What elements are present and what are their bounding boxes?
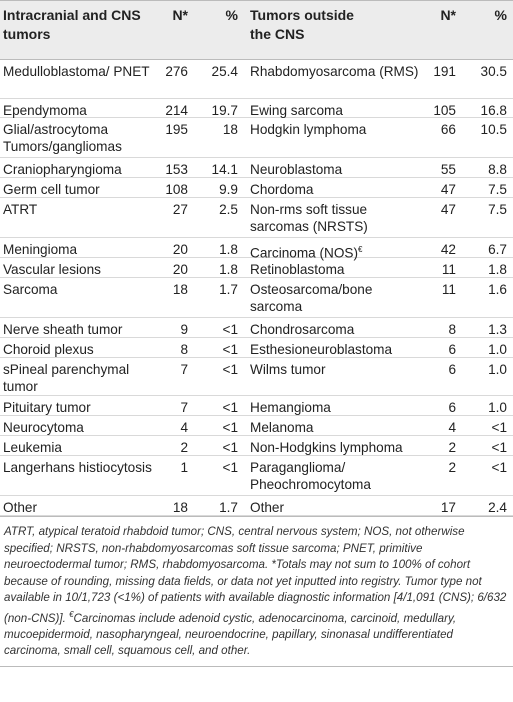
noncns-tumor-count [420,321,456,338]
cns-tumor-name [3,419,153,436]
table-row [0,396,513,416]
cns-tumor-count-text: 108 [165,182,188,197]
noncns-tumor-percent [463,361,507,378]
cns-tumor-name-text: Other [3,500,37,515]
noncns-tumor-name-text: Rhabdomyosarcoma (RMS) [250,64,419,79]
noncns-tumor-count-text: 42 [440,242,456,257]
noncns-tumor-percent-text: 1.0 [488,400,507,415]
cns-tumor-count-text: 8 [180,342,188,357]
cns-tumor-percent [196,439,238,456]
cns-tumor-count [148,419,188,436]
noncns-tumor-percent-text: 6.7 [488,242,507,257]
cns-tumor-percent-text: <1 [222,362,238,377]
cns-tumor-percent-text: 1.8 [219,262,238,277]
cns-tumor-count [148,341,188,358]
noncns-tumor-count [420,261,456,278]
table-row [0,496,513,516]
noncns-tumor-percent-text: <1 [491,420,507,435]
cns-tumor-name [3,181,153,198]
cns-tumor-percent-text: 14.1 [211,162,238,177]
cns-tumor-name-text: ATRT [3,202,38,217]
cns-tumor-name [3,261,153,278]
cns-tumor-count [148,121,188,138]
noncns-tumor-name [250,261,420,278]
noncns-tumor-name [250,102,420,119]
cns-tumor-percent [196,499,238,516]
table-row [0,318,513,338]
cns-tumor-name [3,281,153,298]
cns-tumor-percent [196,281,238,298]
noncns-tumor-name-text: Other [250,500,284,515]
cns-tumor-name [3,499,153,516]
cns-tumor-name-text: Sarcoma [3,282,58,297]
cns-tumor-count [148,63,188,80]
noncns-tumor-percent-text: <1 [491,440,507,455]
noncns-tumor-count-text: 191 [433,64,456,79]
cns-tumor-percent-text: 9.9 [219,182,238,197]
cns-tumor-percent-text: <1 [222,400,238,415]
noncns-tumor-name-text: Osteosarcoma/bone sarcoma [250,282,373,314]
cns-tumor-count-text: 276 [165,64,188,79]
cns-tumor-name [3,102,153,119]
cns-tumor-name [3,201,153,218]
cns-tumor-count-text: 4 [180,420,188,435]
cns-tumor-count [148,261,188,278]
cns-tumor-count [148,361,188,378]
cns-tumor-name-text: Leukemia [3,440,62,455]
noncns-tumor-count [420,201,456,218]
noncns-tumor-name-text: Hodgkin lymphoma [250,122,367,137]
noncns-tumor-name-text: Wilms tumor [250,362,326,377]
footnote-text: ATRT, atypical teratoid rhabdoid tumor; CNS, central nervous system; NOS, not otherwise specified; NRSTS, non-rhabdomyosarcomas soft tissue sarcoma; PNET, primitive neuroectodermal tumor; RMS, rhabdomyosarcoma. *Totals may not sum to 100% of cohort because of rounding, missing data fields, or data not yet inputted into registry. Tumor type not available in 10/1,723 (<1%) of patients with available diagnostic information [4/1,091 (CNS); 6/632 (non-CNS)]. [4,525,507,625]
cns-tumor-percent [196,63,238,80]
table-row [0,436,513,456]
noncns-tumor-count [420,63,456,80]
cns-tumor-name [3,439,153,456]
noncns-tumor-percent-text: 8.8 [488,162,507,177]
noncns-tumor-count-text: 66 [440,122,456,137]
noncns-tumor-percent [463,281,507,298]
cns-tumor-percent-text: 1.7 [219,500,238,515]
cns-tumor-name-text: Pituitary tumor [3,400,91,415]
noncns-tumor-name [250,459,420,493]
noncns-tumor-percent [463,241,507,258]
cns-tumor-count-text: 20 [172,242,188,257]
cns-tumor-percent-text: <1 [222,460,238,475]
header-intracranial: Intracranial and CNS tumors [3,7,141,42]
noncns-tumor-percent [463,341,507,358]
noncns-tumor-name [250,181,420,198]
cns-tumor-name [3,459,153,476]
cns-tumor-name-text: Neurocytoma [3,420,84,435]
header-left-n: N* [172,7,188,23]
cns-tumor-count-text: 20 [172,262,188,277]
table-row [0,178,513,198]
noncns-tumor-percent [463,63,507,80]
noncns-tumor-count [420,102,456,119]
cns-tumor-percent-text: <1 [222,342,238,357]
cns-tumor-count-text: 1 [180,460,188,475]
cns-tumor-percent-text: 19.7 [211,103,238,118]
cns-tumor-percent-text: 1.7 [219,282,238,297]
cns-tumor-count-text: 195 [165,122,188,137]
noncns-tumor-count [420,181,456,198]
cns-tumor-count [148,181,188,198]
cns-tumor-percent-text: <1 [222,440,238,455]
noncns-tumor-count-text: 6 [448,400,456,415]
noncns-tumor-count-text: 17 [440,500,456,515]
noncns-tumor-count [420,399,456,416]
noncns-tumor-name [250,161,420,178]
noncns-tumor-name [250,63,420,80]
noncns-tumor-count [420,241,456,258]
cns-tumor-name-text: Langerhans histiocytosis [3,460,152,475]
table-row [0,358,513,396]
noncns-tumor-name-text: Hemangioma [250,400,331,415]
noncns-tumor-percent [463,261,507,278]
cns-tumor-name-text: Choroid plexus [3,342,94,357]
noncns-tumor-count-text: 11 [441,282,456,297]
noncns-tumor-percent [463,161,507,178]
cns-tumor-name-text: Medulloblastoma/ PNET [3,64,150,79]
cns-tumor-percent-text: 1.8 [219,242,238,257]
noncns-tumor-count-text: 47 [440,202,456,217]
noncns-tumor-name [250,499,420,516]
cns-tumor-count-text: 27 [172,202,188,217]
noncns-tumor-count-text: 8 [448,322,456,337]
table-row [0,238,513,261]
cns-tumor-name [3,321,153,338]
footnote-tail: Carcinomas include adenoid cystic, adenocarcinoma, carcinoid, medullary, mucoepidermoid, nasopharyngeal, neuroendocrine, papillary, sinonasal undifferentiated carcinoma, small cell, squamous cell, and other. [4,611,457,658]
cns-tumor-percent [196,341,238,358]
noncns-tumor-name-text: Ewing sarcoma [250,103,343,118]
cns-tumor-name [3,241,153,258]
cns-tumor-name-text: Ependymoma [3,103,87,118]
cns-tumor-count [148,439,188,456]
noncns-tumor-count [420,341,456,358]
table-row [0,198,513,238]
noncns-tumor-name [250,201,420,235]
noncns-tumor-name [250,361,420,378]
noncns-tumor-percent [463,419,507,436]
cns-tumor-percent [196,161,238,178]
cns-tumor-name [3,361,153,395]
noncns-tumor-count-text: 4 [448,420,456,435]
noncns-tumor-percent-text: 30.5 [480,64,507,79]
noncns-tumor-percent [463,121,507,138]
cns-tumor-count [148,281,188,298]
cns-tumor-name-text: Craniopharyngioma [3,162,122,177]
cns-tumor-count [148,321,188,338]
cns-tumor-count-text: 7 [180,362,188,377]
cns-tumor-name [3,399,153,416]
cns-tumor-percent-text: <1 [222,322,238,337]
footnote-symbol: € [69,609,74,619]
noncns-tumor-percent-text: 7.5 [488,182,507,197]
noncns-tumor-percent [463,399,507,416]
noncns-tumor-count [420,281,456,298]
noncns-tumor-name [250,321,420,338]
noncns-tumor-count-text: 105 [433,103,456,118]
cns-tumor-percent [196,261,238,278]
noncns-tumor-percent [463,102,507,119]
cns-tumor-name-text: Vascular lesions [3,262,101,277]
cns-tumor-name-text: sPineal parenchymal tumor [3,362,130,394]
noncns-tumor-name-text: Chordoma [250,182,314,197]
cns-tumor-count [148,241,188,258]
noncns-tumor-percent [463,459,507,476]
table-row [0,118,513,158]
cns-tumor-name [3,161,153,178]
noncns-tumor-percent [463,181,507,198]
noncns-tumor-count-text: 2 [448,440,456,455]
noncns-tumor-percent-text: 1.8 [488,262,507,277]
table-row [0,338,513,358]
noncns-tumor-percent [463,439,507,456]
noncns-tumor-percent-text: 2.4 [488,500,507,515]
noncns-tumor-count [420,361,456,378]
noncns-tumor-percent-text: 1.3 [488,322,507,337]
noncns-tumor-name [250,419,420,436]
table-row [0,158,513,178]
noncns-tumor-percent-text: 16.8 [480,103,507,118]
noncns-tumor-count [420,459,456,476]
cns-tumor-name-text: Glial/astrocytoma Tumors/gangliomas [3,122,122,154]
cns-tumor-count-text: 18 [172,500,188,515]
cns-tumor-name [3,341,153,358]
table-row [0,99,513,118]
cns-tumor-percent [196,459,238,476]
cns-tumor-count [148,459,188,476]
table-body [0,60,513,516]
table-header [0,0,513,60]
noncns-tumor-count-text: 47 [440,182,456,197]
cns-tumor-percent-text: 25.4 [211,64,238,79]
noncns-tumor-count-text: 6 [448,342,456,357]
header-left-pct: % [225,7,238,23]
cns-tumor-percent [196,419,238,436]
noncns-tumor-name [250,281,420,315]
cns-tumor-count-text: 2 [180,440,188,455]
noncns-tumor-name [250,341,420,358]
noncns-tumor-percent [463,499,507,516]
cns-tumor-count [148,399,188,416]
cns-tumor-count-text: 7 [180,400,188,415]
cns-tumor-percent [196,181,238,198]
noncns-tumor-name-text: Non-rms soft tissue sarcomas (NRSTS) [250,202,368,234]
cns-tumor-name-text: Meningioma [3,242,78,257]
noncns-tumor-percent-text: 7.5 [488,202,507,217]
header-right-n: N* [440,7,456,23]
noncns-tumor-count-text: 2 [448,460,456,475]
noncns-tumor-count [420,439,456,456]
noncns-tumor-name-text: Chondrosarcoma [250,322,355,337]
carcinoma-footnote-symbol: € [358,245,363,254]
cns-tumor-percent-text: <1 [222,420,238,435]
noncns-tumor-count [420,121,456,138]
cns-tumor-percent [196,121,238,138]
cns-tumor-percent-text: 18 [222,122,238,137]
noncns-tumor-name-text: Melanoma [250,420,314,435]
cns-tumor-percent [196,241,238,258]
table-row [0,456,513,496]
cns-tumor-name [3,121,153,155]
noncns-tumor-count [420,161,456,178]
cns-tumor-count-text: 18 [172,282,188,297]
noncns-tumor-name [250,439,420,456]
cns-tumor-count-text: 153 [165,162,188,177]
noncns-tumor-count [420,419,456,436]
noncns-tumor-count-text: 11 [441,262,456,277]
cns-tumor-count [148,161,188,178]
noncns-tumor-count-text: 55 [440,162,456,177]
cns-tumor-count-text: 9 [180,322,188,337]
cns-tumor-percent [196,321,238,338]
cns-tumor-percent-text: 2.5 [219,202,238,217]
table-row [0,258,513,278]
cns-tumor-percent [196,399,238,416]
header-outside-cns: Tumors outside the CNS [250,7,354,42]
table-row [0,278,513,318]
noncns-tumor-percent-text: 1.0 [488,342,507,357]
header-right-pct: % [494,7,507,23]
noncns-tumor-name-text: Paraganglioma/ Pheochromocytoma [250,460,371,492]
table-row [0,416,513,436]
noncns-tumor-percent [463,201,507,218]
cns-tumor-percent [196,102,238,119]
noncns-tumor-percent-text: 1.6 [488,282,507,297]
noncns-tumor-name [250,121,420,138]
noncns-tumor-count-text: 6 [448,362,456,377]
cns-tumor-name-text: Nerve sheath tumor [3,322,123,337]
table-footnote [0,516,513,667]
noncns-tumor-name-text: Carcinoma (NOS) [250,245,359,261]
noncns-tumor-name-text: Esthesioneuroblastoma [250,342,393,357]
cns-tumor-count [148,499,188,516]
noncns-tumor-name-text: Retinoblastoma [250,262,345,277]
cns-tumor-name-text: Germ cell tumor [3,182,100,197]
noncns-tumor-name-text: Non-Hodgkins lymphoma [250,440,403,455]
noncns-tumor-name [250,399,420,416]
cns-tumor-count [148,102,188,119]
cns-tumor-count-text: 214 [165,103,188,118]
cns-tumor-name [3,63,153,80]
noncns-tumor-name-text: Neuroblastoma [250,162,343,177]
noncns-tumor-count [420,499,456,516]
table-row [0,60,513,99]
cns-tumor-percent [196,201,238,218]
noncns-tumor-percent [463,321,507,338]
cns-tumor-percent [196,361,238,378]
noncns-tumor-percent-text: <1 [491,460,507,475]
cns-tumor-count [148,201,188,218]
noncns-tumor-percent-text: 10.5 [480,122,507,137]
noncns-tumor-percent-text: 1.0 [488,362,507,377]
